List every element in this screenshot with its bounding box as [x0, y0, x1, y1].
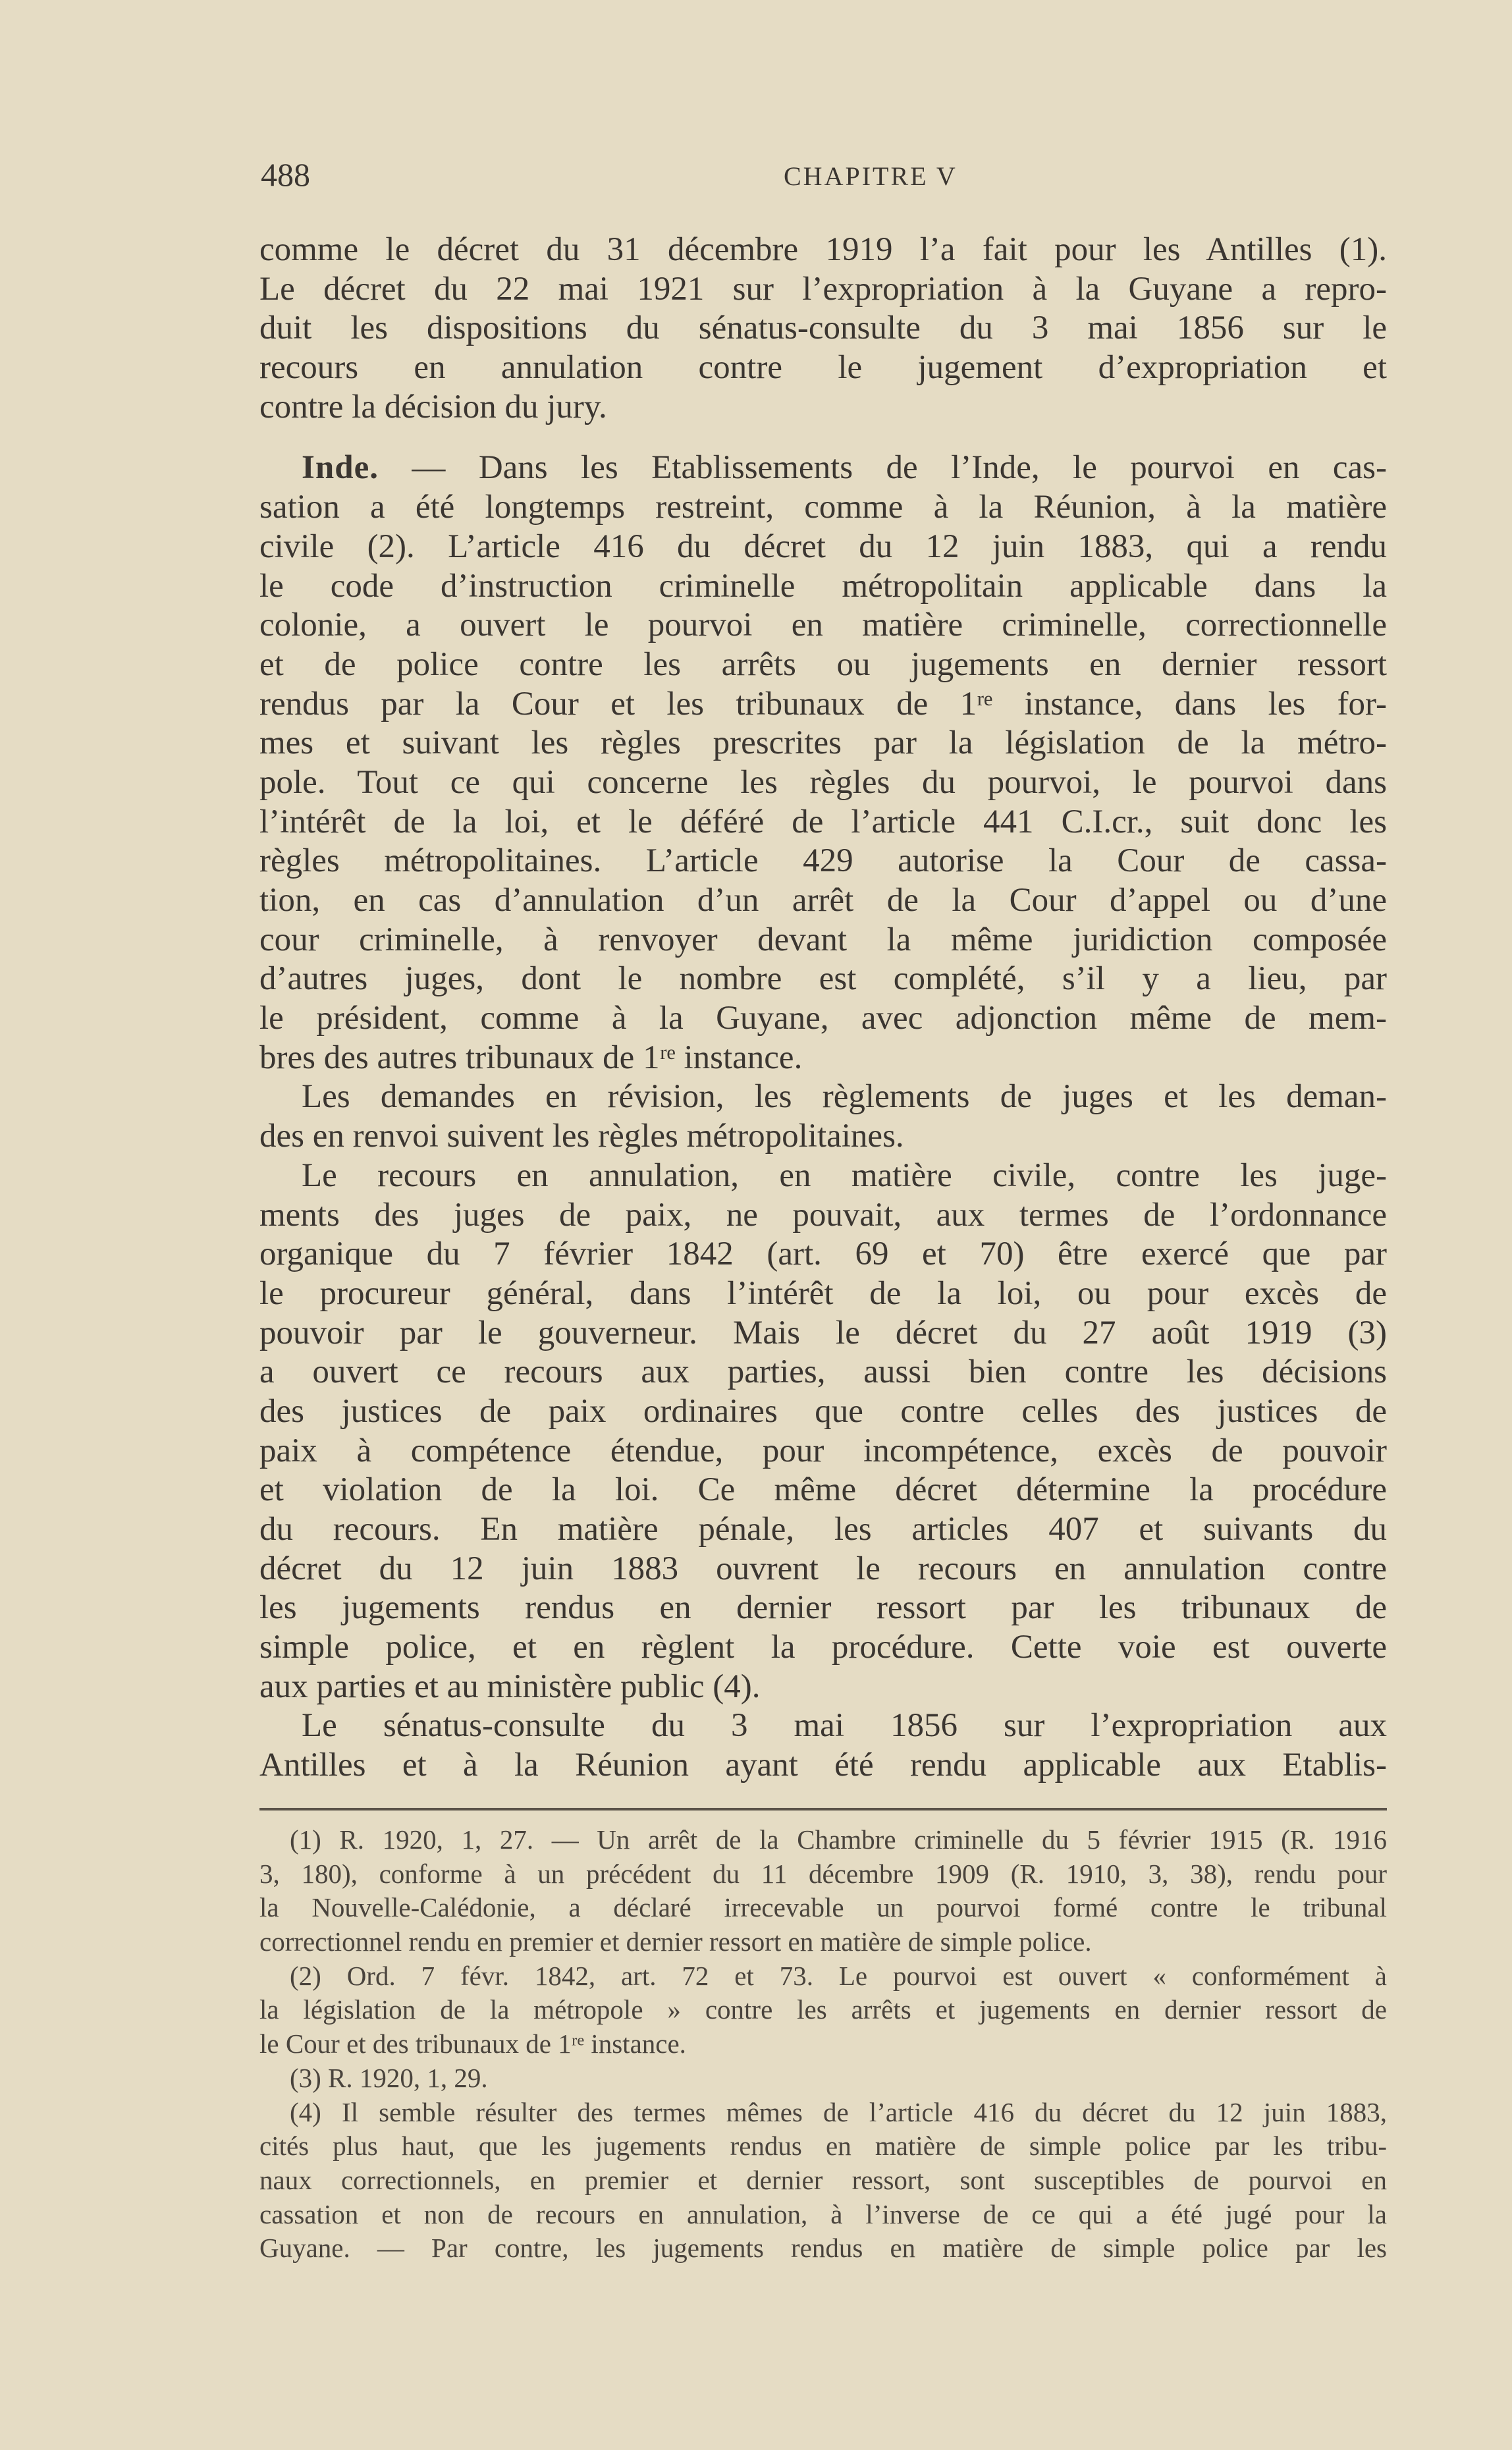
- paragraph: [259, 1077, 1387, 1156]
- page-number: 488: [261, 156, 310, 193]
- text-line: [259, 449, 1387, 488]
- footnotes: [259, 1823, 1387, 2266]
- text-line: le procureur général, dans l’intérêt de la loi, ou pour excès de: [259, 1274, 1387, 1312]
- footnote-line: 3, 180), conforme à un précédent du 11 décembre 1909 (R. 1910, 3, 38), rendu pour: [259, 1858, 1387, 1889]
- text-line: le président, comme à la Guyane, avec adjonction même de mem-: [259, 1000, 1387, 1037]
- footnote: [259, 2061, 1387, 2096]
- text-line: du recours. En matière pénale, les articles 407 et suivants du: [259, 1511, 1387, 1548]
- paragraph: [259, 1157, 1387, 1707]
- text-line: Les demandes en révision, les règlements de juges et les deman-: [302, 1078, 1387, 1116]
- footnote-divider: [259, 1808, 1387, 1810]
- running-title: CHAPITRE V: [784, 161, 958, 191]
- text-line: Le recours en annulation, en matière civile, contre les juge-: [302, 1157, 1387, 1194]
- footnote-line: correctionnel rendu en premier et dernier ressort en matière de simple police.: [259, 1926, 1092, 1957]
- text-line: des justices de paix ordinaires que contre celles des justices de: [259, 1392, 1387, 1430]
- text-line: et de police contre les arrêts ou jugements en dernier ressort: [259, 645, 1387, 683]
- text-line: tion, en cas d’annulation d’un arrêt de la Cour d’appel ou d’une: [259, 882, 1387, 919]
- footnote-line: (1) R. 1920, 1, 27. — Un arrêt de la Chambre criminelle du 5 février 1915 (R. 1916: [290, 1824, 1387, 1855]
- text-line: sation a été longtemps restreint, comme à la Réunion, à la matière: [259, 489, 1387, 526]
- footnote-line: cassation et non de recours en annulation, à l’inverse de ce qui a été jugé pour la: [259, 2198, 1387, 2229]
- footnote-line: la législation de la métropole » contre les arrêts et jugements en dernier ressort de: [259, 1994, 1387, 2025]
- text-line: simple police, et en règlent la procédure. Cette voie est ouverte: [259, 1629, 1387, 1666]
- paragraph: [259, 1706, 1387, 1785]
- footnote-line: le Cour et des tribunaux de 1ʳᵉ instance.: [259, 2028, 686, 2059]
- text-line: ments des juges de paix, ne pouvait, aux termes de l’ordonnance: [259, 1196, 1387, 1234]
- footnote: [259, 2096, 1387, 2266]
- text-line: d’autres juges, dont le nombre est complété, s’il y a lieu, par: [259, 960, 1387, 998]
- text-line: l’intérêt de la loi, et le déféré de l’article 441 C.I.cr., suit donc les: [259, 803, 1387, 840]
- footnote-line: (4) Il semble résulter des termes mêmes de l’article 416 du décret du 12 juin 1883,: [290, 2096, 1387, 2127]
- text-line: colonie, a ouvert le pourvoi en matière criminelle, correctionnelle: [259, 607, 1387, 644]
- text-line: aux parties et au ministère public (4).: [259, 1668, 761, 1705]
- text-line: règles métropolitaines. L’article 429 autorise la Cour de cassa-: [259, 842, 1387, 880]
- text-line: pouvoir par le gouverneur. Mais le décret du 27 août 1919 (3): [259, 1314, 1387, 1351]
- footnote-line: cités plus haut, que les jugements rendus en matière de simple police par les tribu-: [259, 2131, 1387, 2162]
- footnote-line: (3) R. 1920, 1, 29.: [290, 2062, 488, 2093]
- text-line: et violation de la loi. Ce même décret détermine la procédure: [259, 1471, 1387, 1509]
- paragraph: [259, 231, 1387, 427]
- body-text: [259, 231, 1387, 1785]
- text-line: recours en annulation contre le jugement d’expropriation et: [259, 349, 1387, 387]
- text-line: rendus par la Cour et les tribunaux de 1ʳᵉ instance, dans les for-: [259, 685, 1387, 722]
- text-line: Le sénatus-consulte du 3 mai 1856 sur l’expropriation aux: [302, 1707, 1387, 1745]
- text-line: Le décret du 22 mai 1921 sur l’expropriation à la Guyane a repro-: [259, 270, 1387, 308]
- text-line: paix à compétence étendue, pour incompétence, excès de pouvoir: [259, 1432, 1387, 1469]
- text-line: bres des autres tribunaux de 1ʳᵉ instance.: [259, 1039, 803, 1076]
- text-line: a ouvert ce recours aux parties, aussi bien contre les décisions: [259, 1353, 1387, 1391]
- footnote: [259, 1959, 1387, 2061]
- text-line: mes et suivant les règles prescrites par la législation de la métro-: [259, 724, 1387, 762]
- footnote-line: naux correctionnels, en premier et dernier ressort, sont susceptibles de pourvoi en: [259, 2164, 1387, 2195]
- text-line: organique du 7 février 1842 (art. 69 et 70) être exercé que par: [259, 1236, 1387, 1273]
- text-line: des en renvoi suivent les règles métropolitaines.: [259, 1118, 904, 1155]
- text-line: comme le décret du 31 décembre 1919 l’a fait pour les Antilles (1).: [259, 231, 1387, 268]
- text-line: décret du 12 juin 1883 ouvrent le recours en annulation contre: [259, 1550, 1387, 1587]
- text-line: Antilles et à la Réunion ayant été rendu applicable aux Etablis-: [259, 1747, 1387, 1784]
- footnote: [259, 1823, 1387, 1959]
- footnote-line: (2) Ord. 7 févr. 1842, art. 72 et 73. Le pourvoi est ouvert « conformément à: [290, 1960, 1387, 1991]
- paragraph: [259, 449, 1387, 1077]
- footnote-line: la Nouvelle-Calédonie, a déclaré irrecevable un pourvoi formé contre le tribunal: [259, 1892, 1387, 1923]
- section-lead: Inde.: [302, 449, 379, 487]
- text-line: contre la décision du jury.: [259, 388, 607, 425]
- text-line: cour criminelle, à renvoyer devant la même juridiction composée: [259, 921, 1387, 958]
- text-line: duit les dispositions du sénatus-consulte du 3 mai 1856 sur le: [259, 310, 1387, 347]
- text-line: les jugements rendus en dernier ressort par les tribunaux de: [259, 1589, 1387, 1627]
- text-line: pole. Tout ce qui concerne les règles du pourvoi, le pourvoi dans: [259, 763, 1387, 801]
- line-text: — Dans les Etablissements de l’Inde, le pourvoi en cas-: [378, 449, 1387, 487]
- text-line: civile (2). L’article 416 du décret du 12 juin 1883, qui a rendu: [259, 528, 1387, 565]
- footnote-line: Guyane. — Par contre, les jugements rendus en matière de simple police par les: [259, 2233, 1387, 2264]
- text-line: le code d’instruction criminelle métropolitain applicable dans la: [259, 567, 1387, 605]
